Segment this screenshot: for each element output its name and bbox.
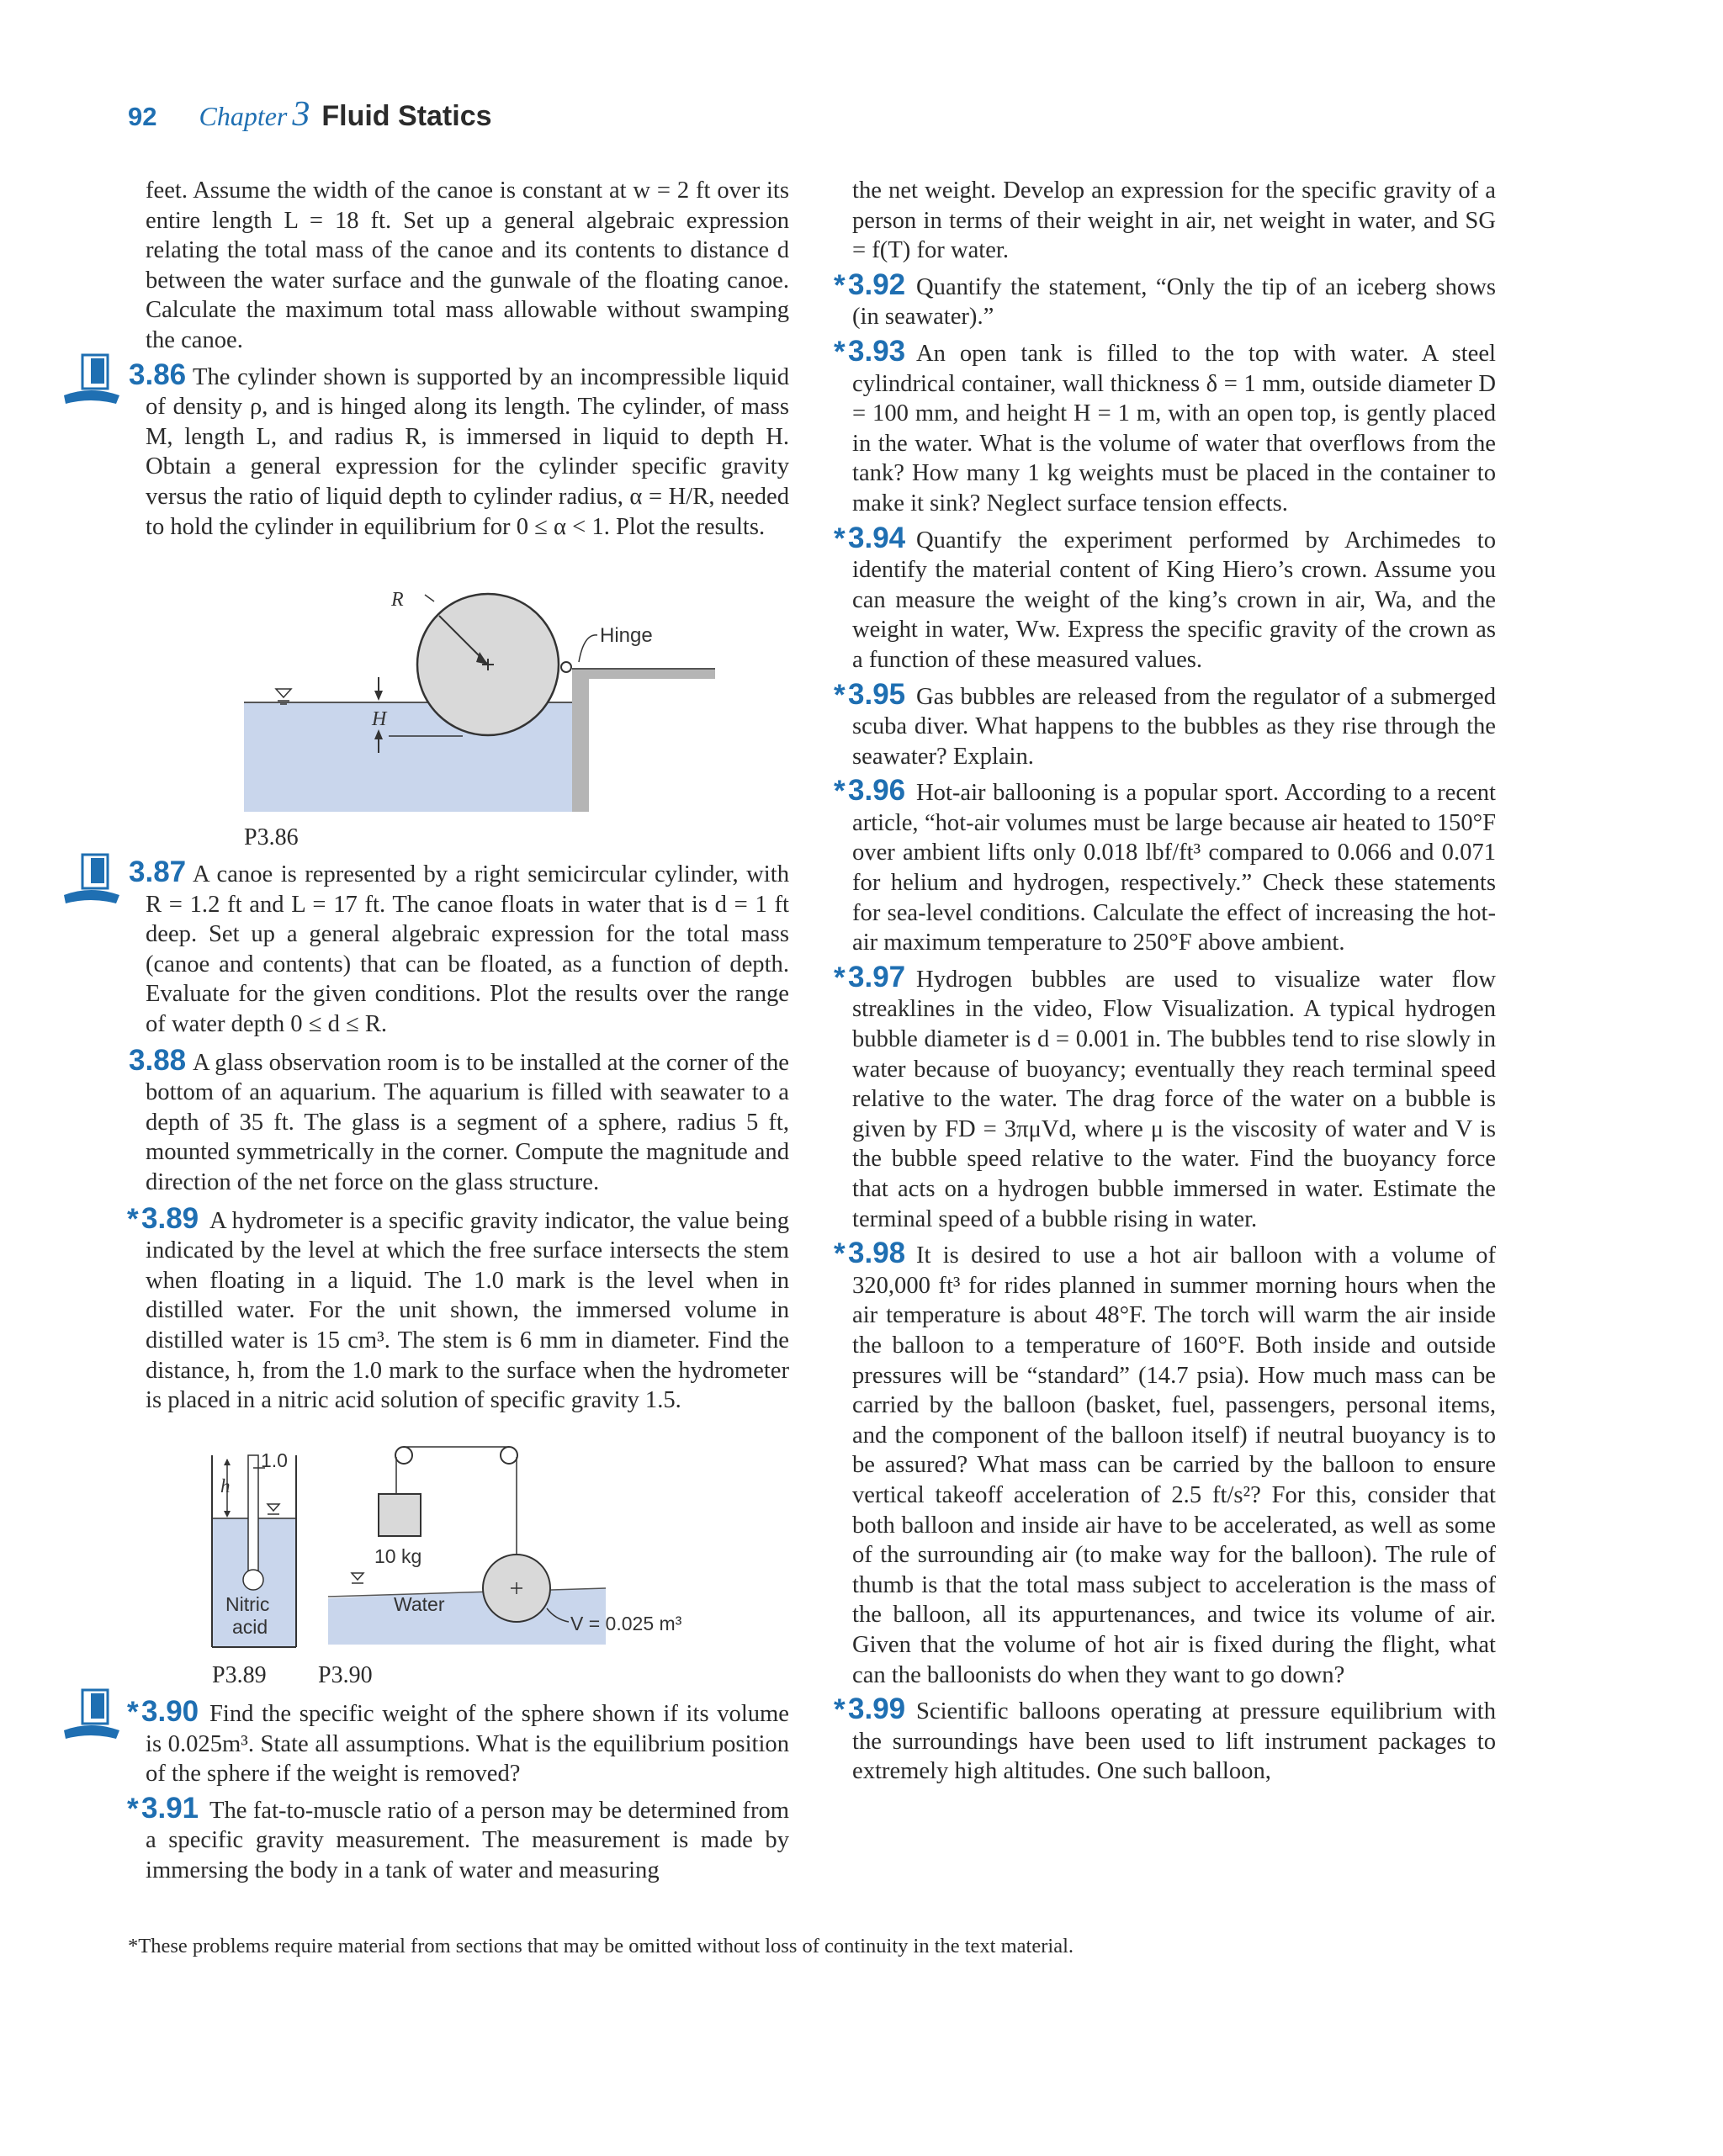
problem-number: 3.98 [848,1237,906,1270]
problem-number: 3.86 [129,358,187,391]
problem-text: An open tank is filled to the top with water. A steel cylindrical container, wall thickness δ = 1 mm, outside diameter D = 100 mm, and height H = 1 m, with an open top, is gently placed in the water. What is the volume of water that overflows from the tank? How many 1 kg weights must be placed in the container to make it sink? Neglect surface tension effects. [852,340,1496,516]
problem-text: The fat-to-muscle ratio of a person may be determined from a specific gravity measurement. The measurement is made by immersing the body in a tank of water and measuring [146,1797,789,1883]
continued-paragraph-right: the net weight. Develop an expression for the specific gravity of a person in terms of their weight in air, net weight in water, and SG = f(T) for water. [852,177,1496,264]
figure-p3-86 [244,585,715,812]
problem-3-92: * 3.92 Quantify the statement, “Only the tip of an iceberg shows (in seawater).” [834,268,1496,331]
problem-number: 3.92 [848,268,906,301]
ledge [572,669,715,679]
label-nitric: Nitric [225,1593,270,1615]
page-number: 92 [128,102,157,131]
hydrometer-bulb [243,1570,263,1590]
problem-text: Quantify the statement, “Only the tip of an iceberg shows (in seawater).” [852,273,1496,331]
caption-p3-89: P3.89 [212,1662,267,1688]
problem-text: A hydrometer is a specific gravity indicator, the value being indicated by the level at which the free surface intersects the stem when floating in a liquid. The 1.0 mark is the level when in distilled water. For the unit shown, the immersed volume in distilled water is 15 cm³. The stem is 6 mm in diameter. Find the distance, h, from the 1.0 mark to the surface when the hydrometer is placed in a nitric acid solution of specific gravity 1.5. [146,1207,789,1414]
problem-number: 3.93 [848,334,906,368]
cd-icon [57,1687,125,1745]
caption-p3-86: P3.86 [244,824,299,850]
label-h: H [372,708,387,730]
right-column [834,176,1496,1793]
problem-text: A glass observation room is to be installed at the corner of the bottom of an aquarium. The aquarium is filled with seawater to a depth of 35 ft. The glass is a segment of a sphere, radius 5 ft, mounted symmetrically in the corner. Compute the magnitude and direction of the net force on the glass structure. [146,1049,789,1195]
label-hinge: Hinge [600,624,653,647]
wall [572,669,589,812]
figure-p3-89-90 [202,1438,740,1649]
problem-3-98: * 3.98 It is desired to use a hot air balloon with a volume of 320,000 ft³ for rides planned in summer morning hours when the air temperature is about 48°F. The torch will warm the air inside the balloon to a temperature of 160°F. Both inside and outside pressures will be “standard” (14.7 psia). How much mass can be carried by the balloon (basket, fuel, passengers, personal items, and the component of the balloon itself) if neutral buoyancy is to be assured? What mass can be carried by the balloon to ensure vertical takeoff acceleration of 2.5 ft/s²? For this, consider that both balloon and inside air have to be accelerated, as well as some of the surrounding air (to make way for the balloon). The rule of thumb is that the total mass subject to acceleration is the mass of the balloon, all its appurtenances, and twice its volume of air. Given that the volume of hot air is fixed during the flight, what can the balloonists do when they want to go down? [834,1237,1496,1688]
water-tank-3-90 [328,1588,606,1645]
page-header [128,94,492,136]
hydrometer-stem [248,1455,258,1573]
problem-number: 3.95 [848,677,906,711]
label-h-small: h [220,1475,231,1496]
problem-3-94: * 3.94 Quantify the experiment performed by Archimedes to identify the material content of King Hiero’s crown. Assume you can measure the weight of the king’s crown in air, Wa, and the weight in water, Ww. Express the specific gravity of the crown as a function of these measured values. [834,521,1496,673]
problem-3-87 [129,856,789,1040]
footnote: *These problems require material from sections that may be omitted without loss of continuity in the text material. [128,1935,1074,1957]
problem-number: 3.89 [141,1201,199,1235]
problem-number: 3.90 [141,1695,199,1728]
problem-3-93: * 3.93 An open tank is filled to the top with water. A steel cylindrical container, wall thickness δ = 1 mm, outside diameter D = 100 mm, and height H = 1 m, with an open top, is gently placed in the water. What is the volume of water that overflows from the tank? How many 1 kg weights must be placed in the container to make it sink? Neglect surface tension effects. [834,334,1496,516]
problem-number: 3.94 [848,521,906,554]
problem-number: 3.99 [848,1692,906,1726]
problem-text: Quantify the experiment performed by Archimedes to identify the material content of King Hiero’s crown. Assume you can measure the weight of the king’s crown in air, Wa, and the weight in water, Ww. Express the specific gravity of the crown as a function of these measured values. [852,527,1496,673]
label-r: R [391,589,404,611]
cd-icon [57,352,125,411]
cd-icon [57,851,125,910]
problem-3-95: * 3.95 Gas bubbles are released from the regulator of a submerged scuba diver. What happens to the bubbles as they rise through the seawater? Explain. [834,677,1496,770]
problem-number: 3.91 [141,1791,199,1825]
problem-text: Hot-air ballooning is a popular sport. According to a recent article, “hot-air volumes must be large because air heated to 150°F over ambient lifts only 0.018 lbf/ft³ compared to 0.066 and 0.071 for helium and hydrogen, respectively.” Check these statements for sea-level conditions. Calculate the effect of increasing the hot-air maximum temperature to 250°F above ambient. [852,780,1496,956]
problem-text: The cylinder shown is supported by an incompressible liquid of density ρ, and is hinged along its length. The cylinder, of mass M, length L, and radius R, is immersed in liquid to depth H. Obtain a general expression for the cylinder specific gravity versus the ratio of liquid depth to cylinder radius, α = H/R, needed to hold the cylinder in equilibrium for 0 ≤ α < 1. Plot the results. [146,363,789,540]
problem-text: It is desired to use a hot air balloon with a volume of 320,000 ft³ for rides planned in summer morning hours when the air temperature is about 48°F. The torch will warm the air inside the balloon to a temperature of 160°F. Both inside and outside pressures will be “standard” (14.7 psia). How much mass can be carried by the balloon (basket, fuel, passengers, personal items, and the component of the balloon itself) if neutral buoyancy is to be assured? What mass can be carried by the balloon to ensure vertical takeoff acceleration of 2.5 ft/s²? For this, consider that both balloon and inside air have to be accelerated, as well as some of the surrounding air (to make way for the balloon). The rule of thumb is that the total mass subject to acceleration is the mass of the balloon, all its appurtenances, and twice its volume of air. Given that the volume of hot air is fixed during the flight, what can the balloonists do when they want to go down? [852,1242,1496,1688]
problem-3-91: * 3.91 The fat-to-muscle ratio of a person may be determined from a specific gravity measurement. The measurement is made by immersing the body in a tank of water and measuring [127,1791,789,1883]
problem-3-86 [129,358,789,543]
problem-3-89: * 3.89 A hydrometer is a specific gravity indicator, the value being indicated by the level at which the free surface intersects the stem when floating in a liquid. The 1.0 mark is the level when in distilled water. For the unit shown, the immersed volume in distilled water is 15 cm³. The stem is 6 mm in diameter. Find the distance, h, from the 1.0 mark to the surface when the hydrometer is placed in a nitric acid solution of specific gravity 1.5. [127,1201,789,1414]
label-mass: 10 kg [374,1545,422,1567]
problem-3-88 [129,1043,789,1198]
pulley-right [501,1447,517,1464]
problem-text: Gas bubbles are released from the regulator of a submerged scuba diver. What happens to the bubbles as they rise through the seawater? Explain. [852,683,1496,770]
problem-number: 3.88 [129,1043,187,1077]
problem-text: Scientific balloons operating at pressure equilibrium with the surroundings have been used to lift instrument packages to extremely high altitudes. One such balloon, [852,1698,1496,1785]
label-acid: acid [232,1616,268,1638]
problem-3-99: * 3.99 Scientific balloons operating at pressure equilibrium with the surroundings have been used to lift instrument packages to extremely high altitudes. One such balloon, [834,1692,1496,1785]
problem-number: 3.97 [848,960,906,993]
chapter-word: Chapter [199,101,288,131]
left-column-top [129,176,789,548]
hinge-pin [561,662,571,672]
left-column-bottom [127,1695,789,1893]
label-volume: V = 0.025 m³ [570,1613,682,1634]
problem-text: A canoe is represented by a right semicircular cylinder, with R = 1.2 ft and L = 17 ft. The canoe floats in water that is d = 1 ft deep. Set up a general algebraic expression for the total mass (canoe and contents) that can be floated, as a function of depth. Evaluate for the given conditions. Plot the results over the range of water depth 0 ≤ d ≤ R. [146,861,789,1037]
left-column-middle [127,856,789,1422]
problem-3-90: * 3.90 Find the specific weight of the sphere shown if its volume is 0.025m³. State all assumptions. What is the equilibrium position of the sphere if the weight is removed? [127,1695,789,1788]
problem-3-96: * 3.96 Hot-air ballooning is a popular sport. According to a recent article, “hot-air volumes must be large because air heated to 150°F over ambient lifts only 0.018 lbf/ft³ compared to 0.066 and 0.071 for helium and hydrogen, respectively.” Check these statements for sea-level conditions. Calculate the effect of increasing the hot-air maximum temperature to 250°F above ambient. [834,774,1496,956]
mass-block [379,1494,421,1536]
chapter-title: Fluid Statics [321,100,492,132]
problem-number: 3.87 [129,856,187,888]
problem-text: Find the specific weight of the sphere shown if its volume is 0.025m³. State all assumptions. What is the equilibrium position of the sphere if the weight is removed? [146,1701,789,1788]
continued-paragraph-left: feet. Assume the width of the canoe is constant at w = 2 ft over its entire length L = 18 ft. Set up a general algebraic expression relating the total mass of the canoe and its contents to distance d between the water surface and the gunwale of the floating canoe. Calculate the maximum total mass allowable without swamping the canoe. [146,177,789,353]
problem-3-97: * 3.97 Hydrogen bubbles are used to visualize water flow streaklines in the video, Flow Visualization. A typical hydrogen bubble diameter is d = 0.001 in. The bubbles tend to rise slowly in water because of buoyancy; eventually they reach terminal speed relative to the water. The drag force of the water on a bubble is given by FD = 3πμVd, where μ is the viscosity of water and V is the bubble speed relative to the water. Find the buoyancy force that acts on a hydrogen bubble immersed in water. Estimate the terminal speed of a bubble rising in water. [834,960,1496,1232]
problem-number: 3.96 [848,774,906,808]
problem-text: Hydrogen bubbles are used to visualize water flow streaklines in the video, Flow Visualization. A typical hydrogen bubble diameter is d = 0.001 in. The bubbles tend to rise slowly in water because of buoyancy; eventually they reach terminal speed relative to the water. The drag force of the water on a bubble is given by FD = 3πμVd, where μ is the viscosity of water and V is the bubble speed relative to the water. Find the buoyancy force that acts on a hydrogen bubble immersed in water. Estimate the terminal speed of a bubble rising in water. [852,966,1496,1232]
chapter-number: 3 [292,95,310,134]
label-1-0: 1.0 [261,1449,288,1471]
pulley-left [395,1447,412,1464]
caption-p3-90: P3.90 [318,1662,373,1688]
label-water: Water [394,1593,445,1615]
